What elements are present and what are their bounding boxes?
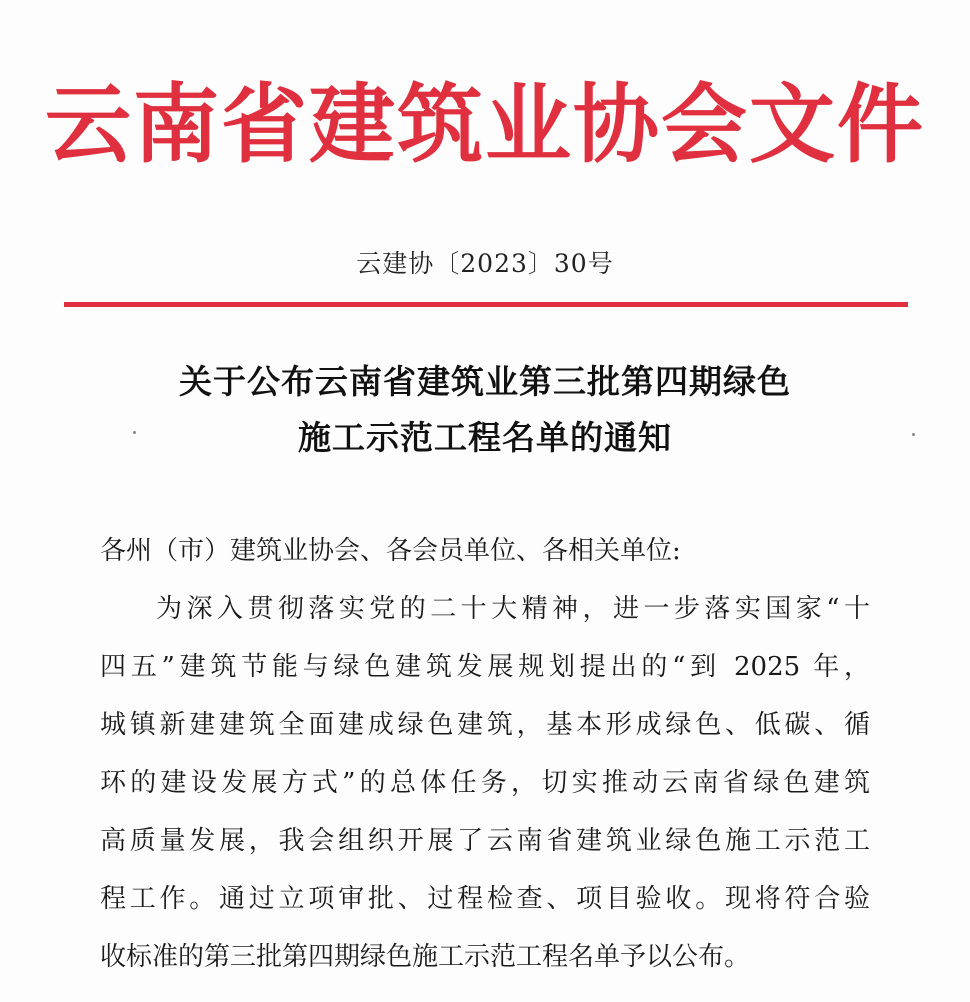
document-number: 云建协〔2023〕30号	[356, 249, 614, 278]
greeting-line: 各州（市）建筑业协会、各会员单位、各相关单位:	[100, 536, 681, 566]
notice-title	[0, 354, 970, 466]
body-line: 程工作。通过立项审批、过程检查、项目验收。现将符合验	[100, 884, 870, 914]
masthead-title: 云南省建筑业协会文件	[45, 74, 925, 175]
body-line: 环的建设发展方式”的总体任务，切实推动云南省绿色建筑	[100, 768, 870, 798]
body-line: 收标准的第三批第四期绿色施工示范工程名单予以公布。	[100, 942, 751, 972]
notice-body	[100, 522, 870, 986]
scan-speck	[133, 431, 136, 434]
body-line: 四五”建筑节能与绿色建筑发展规划提出的“到 2025 年，	[100, 652, 870, 682]
notice-title-line-2: 施工示范工程名单的通知	[298, 418, 672, 457]
red-divider-rule	[64, 302, 908, 307]
notice-title-line-1: 关于公布云南省建筑业第三批第四期绿色	[179, 362, 791, 401]
body-line: 高质量发展，我会组织开展了云南省建筑业绿色施工示范工	[100, 826, 870, 856]
body-line: 城镇新建建筑全面建成绿色建筑，基本形成绿色、低碳、循	[100, 710, 870, 740]
body-line: 为深入贯彻落实党的二十大精神，进一步落实国家“十	[156, 594, 870, 624]
scan-speck	[912, 433, 915, 436]
